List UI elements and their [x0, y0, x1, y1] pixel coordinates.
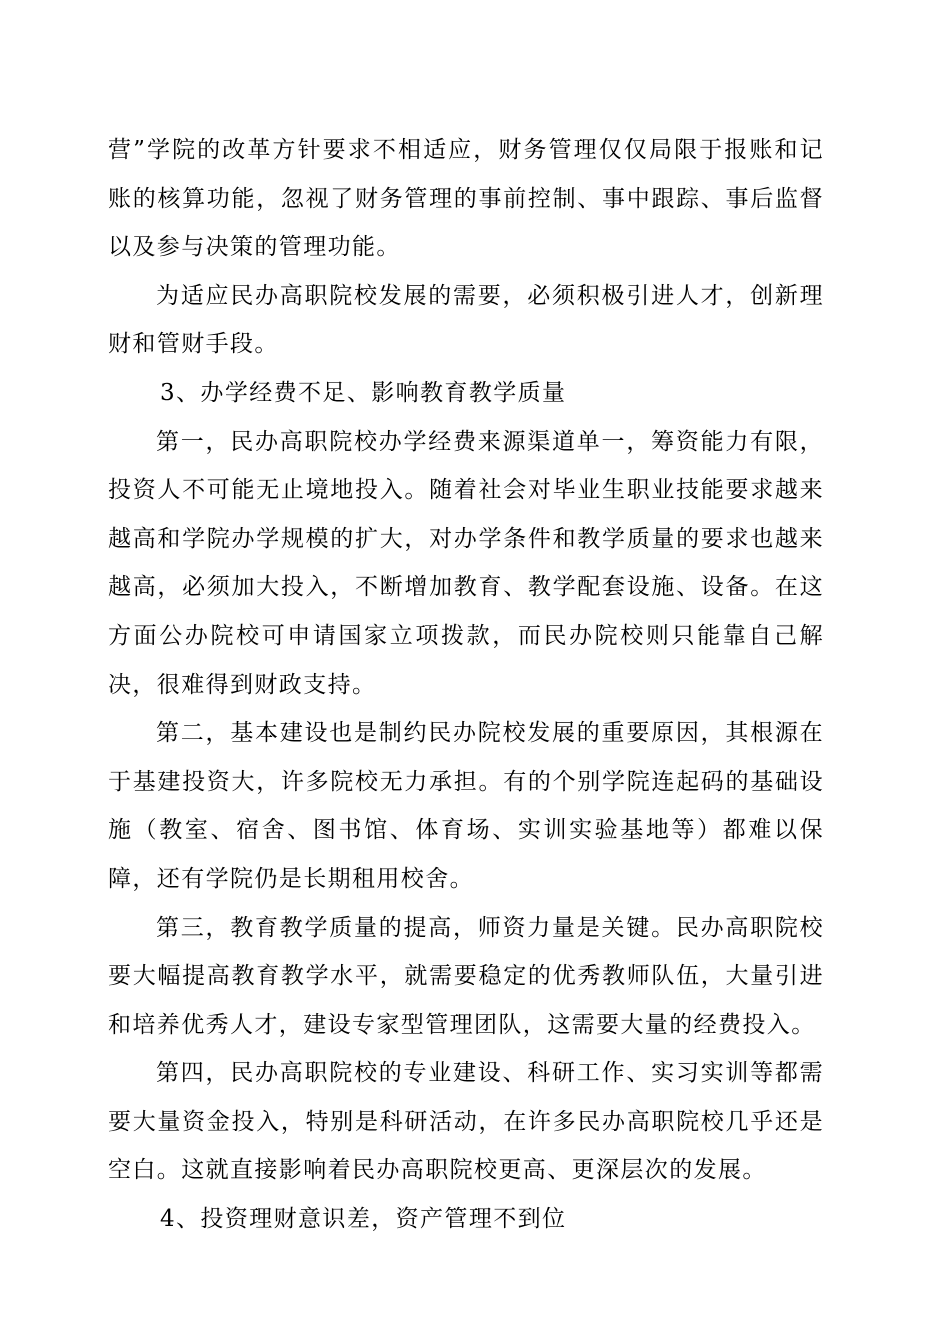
paragraph-second: 第二，基本建设也是制约民办院校发展的重要原因，其根源在于基建投资大，许多院校无力承担。有的个别学院连起码的基础设施（教室、宿舍、图书馆、体育场、实训实验基地等）都难以保障，还有学院仍是长期租用校舍。: [108, 720, 824, 892]
paragraph-adapt-needs: 为适应民办高职院校发展的需要，必须积极引进人才，创新理财和管财手段。: [108, 282, 824, 358]
section-heading-4: 4、投资理财意识差，资产管理不到位: [160, 1206, 567, 1233]
paragraph-first: 第一，民办高职院校办学经费来源渠道单一，筹资能力有限，投资人不可能无止境地投入。随着社会对毕业生职业技能要求越来越高和学院办学规模的扩大，对办学条件和教学质量的要求也越来越高，必须加大投入，不断增加教育、教学配套设施、设备。在这方面公办院校可申请国家立项拨款，而民办院校则只能靠自己解决，很难得到财政支持。: [108, 428, 824, 698]
paragraph-continuation: 营”学院的改革方针要求不相适应，财务管理仅仅局限于报账和记账的核算功能，忽视了财务管理的事前控制、事中跟踪、事后监督以及参与决策的管理功能。: [108, 137, 824, 261]
paragraph-fourth: 第四，民办高职院校的专业建设、科研工作、实习实训等都需要大量资金投入，特别是科研活动，在许多民办高职院校几乎还是空白。这就直接影响着民办高职院校更高、更深层次的发展。: [108, 1060, 824, 1184]
paragraph-third: 第三，教育教学质量的提高，师资力量是关键。民办高职院校要大幅提高教育教学水平，就需要稳定的优秀教师队伍，大量引进和培养优秀人才，建设专家型管理团队，这需要大量的经费投入。: [108, 914, 824, 1038]
document-body: [108, 126, 824, 1244]
section-heading-3: 3、办学经费不足、影响教育教学质量: [160, 379, 567, 406]
